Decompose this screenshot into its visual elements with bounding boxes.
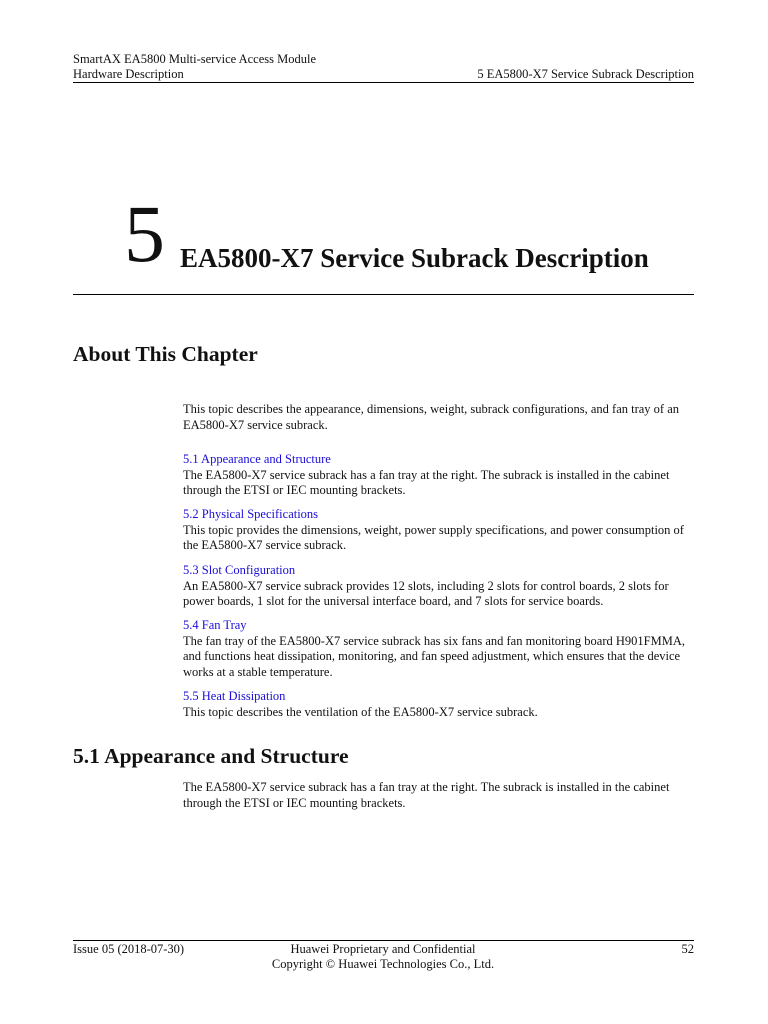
- toc-link-5-1[interactable]: 5.1 Appearance and Structure: [183, 452, 331, 466]
- header-document-title: Hardware Description: [73, 67, 184, 81]
- about-intro: This topic describes the appearance, dimensions, weight, subrack configurations, and fan tray of an EA5800-X7 service subrack.: [183, 402, 680, 432]
- chapter-number: 5: [124, 188, 165, 279]
- toc-link-5-2[interactable]: 5.2 Physical Specifications: [183, 507, 319, 521]
- toc-link-5-5[interactable]: 5.5 Heat Dissipation: [183, 689, 286, 703]
- header-rule: [73, 82, 694, 83]
- toc-desc-5-1: The EA5800-X7 service subrack has a fan tray at the right. The subrack is installed in the cabinet through the ETSI or IEC mounting brackets.: [183, 467, 670, 497]
- footer-issue: Issue 05 (2018-07-30): [73, 942, 185, 956]
- toc-link-5-4[interactable]: 5.4 Fan Tray: [183, 618, 247, 632]
- toc-desc-5-2: This topic provides the dimensions, weight, power supply specifications, and power consumption of the EA5800-X7 service subrack.: [183, 522, 684, 552]
- footer-proprietary: Huawei Proprietary and Confidential: [290, 942, 476, 956]
- section-body: The EA5800-X7 service subrack has a fan tray at the right. The subrack is installed in the cabinet through the ETSI or IEC mounting brackets.: [183, 780, 670, 810]
- footer-copyright: Copyright © Huawei Technologies Co., Ltd.: [271, 957, 495, 971]
- toc-entry-5-2: [183, 507, 695, 554]
- toc-desc-5-5: This topic describes the ventilation of the EA5800-X7 service subrack.: [183, 704, 538, 719]
- toc-desc-5-3: An EA5800-X7 service subrack provides 12 slots, including 2 slots for control boards, 2 slots for power boards, 1 slot for the universal interface board, and 7 slots for service boards.: [183, 578, 669, 608]
- header-product-title: SmartAX EA5800 Multi-service Access Module: [73, 52, 317, 66]
- toc-entry-5-3: [183, 563, 695, 610]
- toc-entry-5-1: [183, 452, 695, 499]
- toc-entry-5-5: [183, 689, 695, 720]
- toc-desc-5-4: The fan tray of the EA5800-X7 service subrack has six fans and fan monitoring board H901FMMA, and functions heat dissipation, monitoring, and fan speed adjustment, which ensures that the device works at a stable temperature.: [183, 633, 685, 679]
- toc-entry-5-4: [183, 618, 695, 680]
- chapter-title: EA5800-X7 Service Subrack Description: [180, 243, 649, 273]
- footer-page-number: 52: [681, 942, 694, 956]
- header-chapter-title: 5 EA5800-X7 Service Subrack Description: [477, 67, 694, 81]
- chapter-title-rule: [73, 294, 694, 295]
- toc-link-5-3[interactable]: 5.3 Slot Configuration: [183, 563, 296, 577]
- about-heading: About This Chapter: [73, 342, 258, 366]
- section-heading: 5.1 Appearance and Structure: [73, 744, 349, 768]
